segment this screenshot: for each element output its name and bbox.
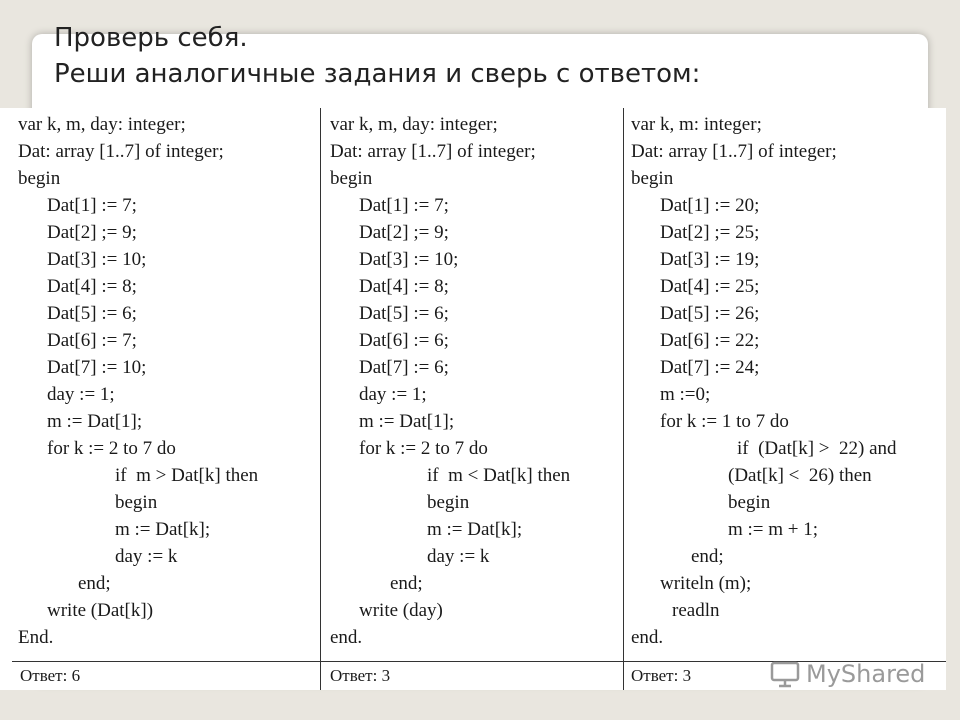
answer-1: Ответ: 6 [20,666,81,685]
code-line: var k, m, day: integer; [18,114,186,135]
code-line: begin [330,168,373,189]
code-line: for k := 2 to 7 do [359,438,488,459]
column-divider [320,108,321,690]
code-line: End. [18,627,54,648]
code-line: Dat[3] := 19; [660,249,760,270]
code-line: (Dat[k] < 26) then [728,465,872,486]
code-line: Dat: array [1..7] of integer; [18,141,224,162]
code-line: begin [427,492,470,513]
code-line: for k := 1 to 7 do [660,411,789,432]
code-column-1 [18,108,316,660]
code-line: if m > Dat[k] then [115,465,259,486]
code-line: Dat[5] := 6; [47,303,137,324]
code-line: if m < Dat[k] then [427,465,571,486]
presentation-board-icon [770,660,800,688]
slide-header [54,20,700,92]
code-line: Dat[4] := 8; [47,276,137,297]
code-line: Dat[2] ;= 25; [660,222,760,243]
code-line: Dat[2] ;= 9; [47,222,137,243]
column-divider [623,108,624,690]
code-line: day := k [427,546,490,567]
code-line: Dat: array [1..7] of integer; [631,141,837,162]
code-line: var k, m, day: integer; [330,114,498,135]
code-line: m := Dat[k]; [427,519,523,540]
code-line: begin [631,168,674,189]
code-line: m := m + 1; [728,519,819,540]
code-line: m := Dat[k]; [115,519,211,540]
code-line: write (Dat[k]) [47,600,154,621]
code-line: end. [631,627,664,648]
code-line: Dat[3] := 10; [47,249,147,270]
code-line: day := k [115,546,178,567]
code-comparison-table [0,108,946,690]
code-line: day := 1; [47,384,115,405]
code-line: Dat[1] := 20; [660,195,760,216]
code-line: if (Dat[k] > 22) and [737,438,897,459]
code-line: m := Dat[1]; [47,411,143,432]
code-line: Dat[4] := 8; [359,276,449,297]
code-line: end; [390,573,423,594]
answer-3: Ответ: 3 [631,666,692,685]
code-line: day := 1; [359,384,427,405]
code-line: end; [78,573,111,594]
watermark-text: MyShared [806,660,926,688]
code-line: write (day) [359,600,443,621]
code-line: begin [728,492,771,513]
code-line: Dat[7] := 6; [359,357,449,378]
code-line: Dat[5] := 6; [359,303,449,324]
code-line: m := Dat[1]; [359,411,455,432]
code-line: for k := 2 to 7 do [47,438,176,459]
code-line: Dat[4] := 25; [660,276,760,297]
watermark [770,658,925,690]
code-line: Dat[2] ;= 9; [359,222,449,243]
code-line: Dat[1] := 7; [359,195,449,216]
code-line: Dat[6] := 6; [359,330,449,351]
code-line: Dat[6] := 7; [47,330,137,351]
code-line: Dat[7] := 10; [47,357,147,378]
code-line: Dat[1] := 7; [47,195,137,216]
code-line: readln [672,600,720,621]
code-line: begin [115,492,158,513]
slide-subtitle: Реши аналогичные задания и сверь с ответом: [54,59,701,89]
answer-2: Ответ: 3 [330,666,391,685]
code-line: writeln (m); [660,573,752,594]
code-line: Dat[5] := 26; [660,303,760,324]
code-column-3 [631,108,931,660]
code-column-2 [330,108,620,660]
code-line: end. [330,627,363,648]
code-line: end; [691,546,724,567]
code-line: Dat[3] := 10; [359,249,459,270]
code-line: Dat[7] := 24; [660,357,760,378]
slide-title: Проверь себя. [54,23,248,53]
code-line: Dat[6] := 22; [660,330,760,351]
code-line: Dat: array [1..7] of integer; [330,141,536,162]
code-line: m :=0; [660,384,711,405]
code-line: var k, m: integer; [631,114,762,135]
code-line: begin [18,168,61,189]
